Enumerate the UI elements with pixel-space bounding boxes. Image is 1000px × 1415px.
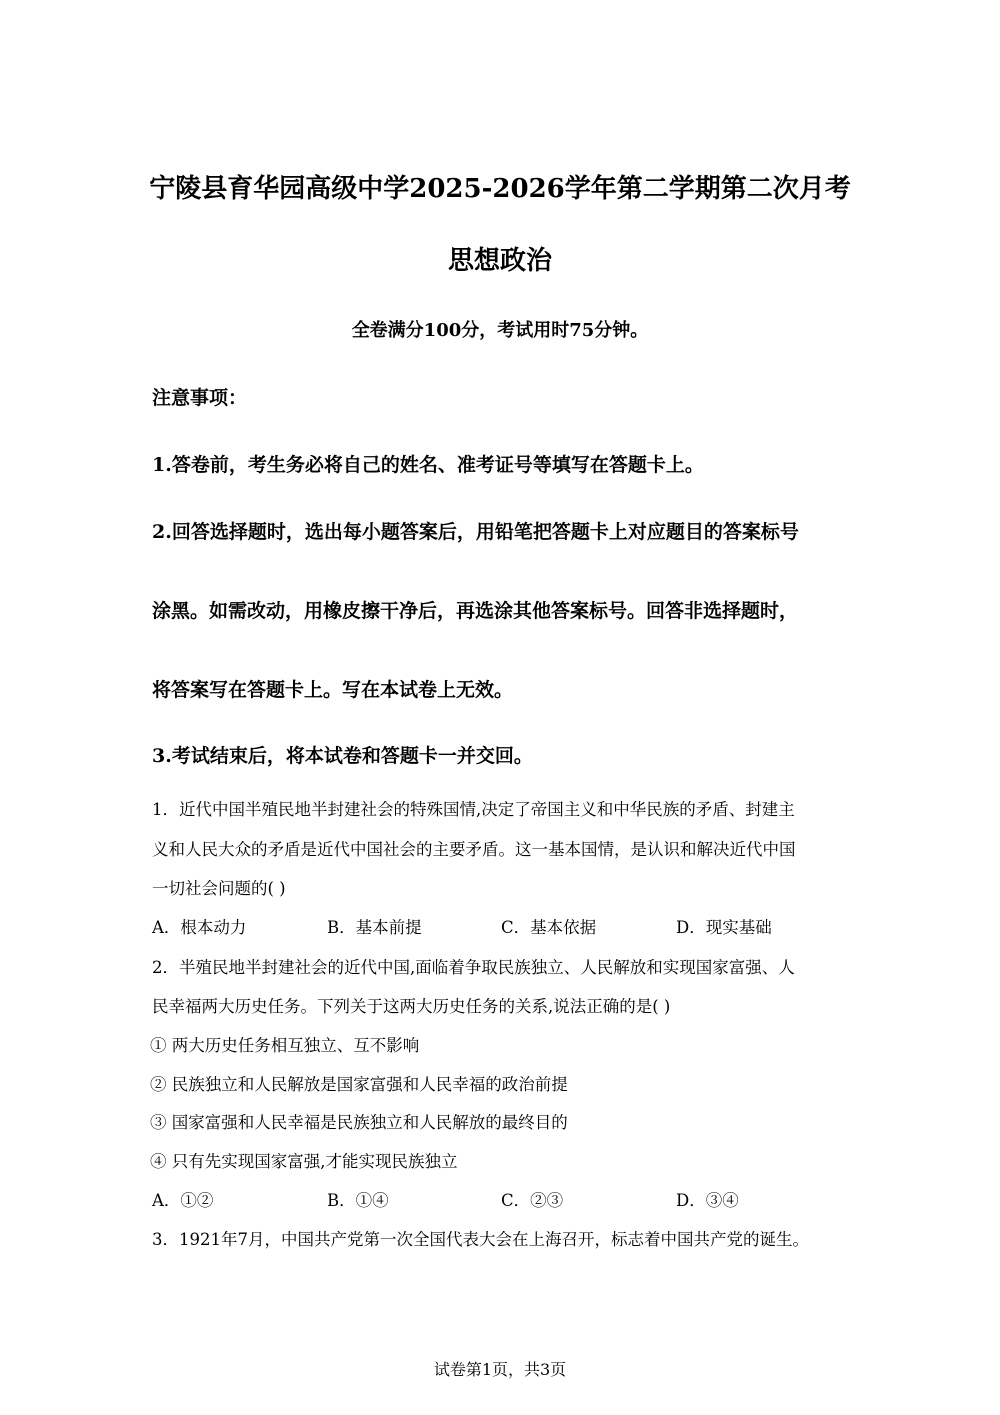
q1-line-1: 1．近代中国半殖民地半封建社会的特殊国情,决定了帝国主义和中华民族的矛盾、封建主 — [152, 800, 795, 819]
q2-option-c: C．②③ — [501, 1191, 564, 1210]
exam-title: 宁陵县育华园高级中学2025-2026学年第二学期第二次月考 — [149, 174, 851, 204]
q2-line-1: 2．半殖民地半封建社会的近代中国,面临着争取民族独立、人民解放和实现国家富强、人 — [152, 958, 795, 977]
score-info: 全卷满分100分，考试用时75分钟。 — [351, 320, 649, 341]
q2-item-1: ① 两大历史任务相互独立、互不影响 — [150, 1036, 420, 1055]
notice-item-2-line-1: 2.回答选择题时，选出每小题答案后，用铅笔把答题卡上对应题目的答案标号 — [152, 521, 799, 543]
q2-option-a: A．①② — [152, 1191, 214, 1210]
subject-title: 思想政治 — [447, 246, 552, 276]
q3-line-1: 3．1921年7月，中国共产党第一次全国代表大会在上海召开，标志着中国共产党的诞生。 — [152, 1230, 809, 1249]
q1-option-b: B．基本前提 — [327, 918, 422, 937]
notice-heading: 注意事项： — [152, 387, 248, 409]
q1-line-3: 一切社会问题的( ) — [152, 879, 286, 898]
notice-item-3: 3.考试结束后，将本试卷和答题卡一并交回。 — [152, 745, 533, 767]
q1-option-c: C．基本依据 — [501, 918, 597, 937]
q2-item-3: ③ 国家富强和人民幸福是民族独立和人民解放的最终目的 — [150, 1113, 568, 1132]
notice-item-1: 1.答卷前，考生务必将自己的姓名、准考证号等填写在答题卡上。 — [152, 454, 704, 476]
q2-item-2: ② 民族独立和人民解放是国家富强和人民幸福的政治前提 — [150, 1075, 568, 1094]
page-footer: 试卷第1页，共3页 — [433, 1360, 567, 1379]
q2-option-b: B．①④ — [327, 1191, 389, 1210]
q2-option-d: D．③④ — [676, 1191, 739, 1210]
notice-item-2-line-2: 涂黑。如需改动，用橡皮擦干净后，再选涂其他答案标号。回答非选择题时， — [152, 600, 799, 622]
q1-option-d: D．现实基础 — [676, 918, 772, 937]
q1-line-2: 义和人民大众的矛盾是近代中国社会的主要矛盾。这一基本国情，是认识和解决近代中国 — [152, 840, 796, 859]
notice-item-2-line-3: 将答案写在答题卡上。写在本试卷上无效。 — [152, 679, 514, 701]
q1-option-a: A．根本动力 — [152, 918, 247, 937]
q2-line-2: 民幸福两大历史任务。下列关于这两大历史任务的关系,说法正确的是( ) — [152, 997, 671, 1016]
q2-item-4: ④ 只有先实现国家富强,才能实现民族独立 — [150, 1152, 458, 1171]
